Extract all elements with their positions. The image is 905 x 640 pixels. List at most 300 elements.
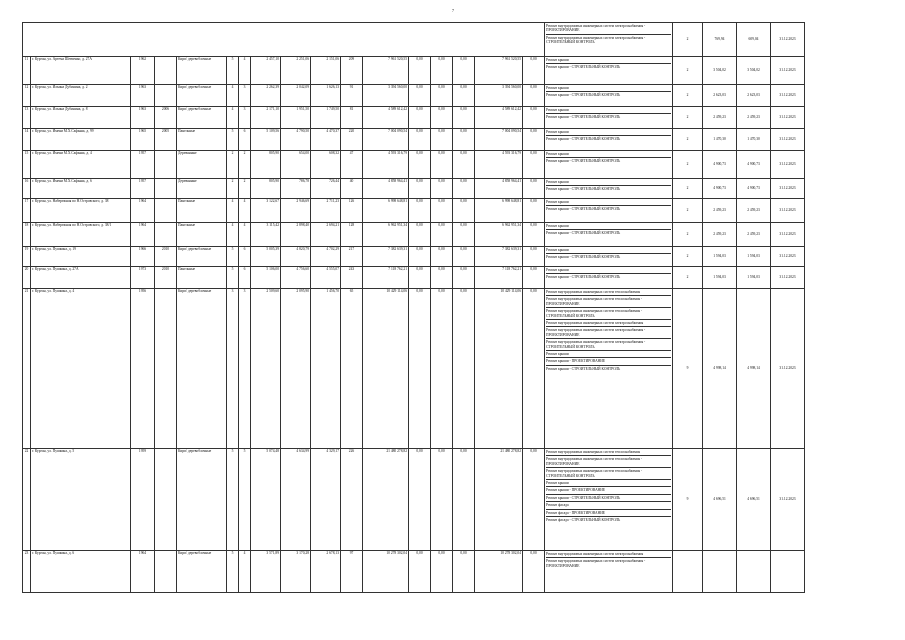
year-repair bbox=[155, 449, 177, 551]
row-number: 21 bbox=[23, 289, 31, 449]
fund-local: 0,00 bbox=[453, 247, 475, 267]
fund-owners: 21 480 278,82 bbox=[475, 449, 523, 551]
entrances: 6 bbox=[239, 267, 251, 289]
cost-per-m2: 4 998,14 bbox=[703, 289, 737, 449]
fund-other: 0,00 bbox=[523, 289, 545, 449]
year-built: 1964 bbox=[131, 551, 155, 593]
deadline: 31.12.2023 bbox=[771, 107, 805, 129]
table-row-top bbox=[23, 23, 805, 57]
work-item: Ремонт крыши - СТРОИТЕЛЬНЫЙ КОНТРОЛЬ bbox=[546, 65, 621, 70]
address: г. Курган, ул. Имени М.Х.Сафьяна, д. 99 bbox=[31, 129, 131, 151]
table-row bbox=[23, 85, 805, 107]
fund-owners: 4 593 316,79 bbox=[475, 151, 523, 179]
work-item: Ремонт крыши - СТРОИТЕЛЬНЫЙ КОНТРОЛЬ bbox=[546, 187, 621, 192]
work-item: Ремонт внутридомовых инженерных систем теплоснабжения bbox=[546, 449, 671, 456]
max-cost: 2 459,23 bbox=[737, 199, 771, 223]
fund-federal: 0,00 bbox=[409, 129, 431, 151]
area-total: 5 109,56 bbox=[251, 129, 281, 151]
deadline: 31.12.2023 bbox=[771, 179, 805, 199]
floors: 5 bbox=[227, 267, 239, 289]
entrances: 6 bbox=[239, 129, 251, 151]
year-built: 1956 bbox=[131, 289, 155, 449]
fund-owners: 7 961 520,55 bbox=[475, 57, 523, 85]
fund-local: 0,00 bbox=[453, 85, 475, 107]
work-item: Ремонт крыши - СТРОИТЕЛЬНЫЙ КОНТРОЛЬ bbox=[546, 137, 621, 142]
address: г. Курган, ул. Пушкина, д. 5 bbox=[31, 449, 131, 551]
deadline: 31.12.2023 bbox=[771, 267, 805, 289]
area-living-owned: 2 151,06 bbox=[311, 57, 341, 85]
area-total: 5 005,39 bbox=[251, 247, 281, 267]
work-item: Ремонт фасада - ПРОЕКТИРОВАНИЕ bbox=[546, 510, 671, 517]
fund-regional: 0,00 bbox=[431, 85, 453, 107]
work-list bbox=[545, 179, 673, 199]
table-row bbox=[23, 267, 805, 289]
cost-per-m2: 4 696,51 bbox=[703, 449, 737, 551]
max-cost: 4 998,14 bbox=[737, 289, 771, 449]
max-cost bbox=[737, 551, 771, 593]
cost-per-m2: 1 594,03 bbox=[703, 267, 737, 289]
area-total: 2 509,60 bbox=[251, 289, 281, 449]
work-item: Ремонт фасада bbox=[546, 502, 671, 509]
floors: 5 bbox=[227, 551, 239, 593]
num-works: 2 bbox=[673, 129, 703, 151]
work-item: Ремонт внутридомовых инженерных систем электроснабжения - ПРОЕКТИРОВАНИЕ bbox=[546, 23, 671, 35]
row-number: 18 bbox=[23, 223, 31, 247]
fund-regional: 0,00 bbox=[431, 129, 453, 151]
wall-material: Панельные bbox=[177, 223, 227, 247]
floors: 4 bbox=[227, 107, 239, 129]
residents: 47 bbox=[341, 151, 363, 179]
fund-federal: 0,00 bbox=[409, 247, 431, 267]
year-built: 1965 bbox=[131, 129, 155, 151]
fund-regional: 0,00 bbox=[431, 107, 453, 129]
year-repair bbox=[155, 179, 177, 199]
work-item: Ремонт внутридомовых инженерных систем теплоснабжения - СТРОИТЕЛЬНЫЙ КОНТРОЛЬ bbox=[546, 468, 671, 480]
wall-material: Кирп/ деревоблочные bbox=[177, 85, 227, 107]
fund-other: 0,00 bbox=[523, 151, 545, 179]
row-number: 17 bbox=[23, 199, 31, 223]
deadline: 31.12.2023 bbox=[771, 247, 805, 267]
work-item: Ремонт фасада - СТРОИТЕЛЬНЫЙ КОНТРОЛЬ bbox=[546, 518, 621, 523]
fund-federal: 0,00 bbox=[409, 151, 431, 179]
work-item: Ремонт крыши bbox=[546, 179, 671, 186]
floors: 5 bbox=[227, 449, 239, 551]
entrances: 2 bbox=[239, 179, 251, 199]
area-living-owned: 608,32 bbox=[311, 151, 341, 179]
work-item: Ремонт крыши bbox=[546, 247, 671, 254]
fund-local: 0,00 bbox=[453, 57, 475, 85]
work-list bbox=[545, 247, 673, 267]
cost-total: 10 278 302,04 bbox=[363, 551, 409, 593]
work-item: Ремонт крыши - СТРОИТЕЛЬНЫЙ КОНТРОЛЬ bbox=[546, 159, 621, 164]
work-item: Ремонт крыши - СТРОИТЕЛЬНЫЙ КОНТРОЛЬ bbox=[546, 495, 671, 502]
area-living: 786,78 bbox=[281, 179, 311, 199]
fund-regional: 0,00 bbox=[431, 179, 453, 199]
work-item: Ремонт крыши - ПРОЕКТИРОВАНИЕ bbox=[546, 487, 671, 494]
cost-total: 4 589 612,42 bbox=[363, 107, 409, 129]
fund-owners: 7 382 639,31 bbox=[475, 247, 523, 267]
work-item: Ремонт внутридомовых инженерных систем теплоснабжения - ПРОЕКТИРОВАНИЕ bbox=[546, 456, 671, 468]
fund-regional: 0,00 bbox=[431, 289, 453, 449]
fund-local: 0,00 bbox=[453, 107, 475, 129]
fund-regional: 0,00 bbox=[431, 247, 453, 267]
residents: 126 bbox=[341, 199, 363, 223]
work-item: Ремонт внутридомовых инженерных систем электроснабжения - ПРОЕКТИРОВАНИЕ bbox=[546, 559, 646, 568]
deadline: 31.12.2023 bbox=[771, 223, 805, 247]
cost-per-m2: 2 459,23 bbox=[703, 107, 737, 129]
cost-per-m2: 2 459,23 bbox=[703, 199, 737, 223]
work-item: Ремонт внутридомовых инженерных систем теплоснабжения - СТРОИТЕЛЬНЫЙ КОНТРОЛЬ bbox=[546, 308, 671, 320]
work-item: Ремонт крыши bbox=[546, 480, 671, 487]
num-works bbox=[673, 551, 703, 593]
year-built: 1973 bbox=[131, 267, 155, 289]
entrances: 4 bbox=[239, 551, 251, 593]
cost-total: 7 118 762,21 bbox=[363, 267, 409, 289]
row-number: 20 bbox=[23, 267, 31, 289]
work-list bbox=[545, 85, 673, 107]
fund-regional: 0,00 bbox=[431, 267, 453, 289]
max-cost: 4 900,73 bbox=[737, 179, 771, 199]
fund-other: 0,00 bbox=[523, 247, 545, 267]
fund-federal: 0,00 bbox=[409, 179, 431, 199]
work-list bbox=[545, 449, 673, 551]
year-built: 1957 bbox=[131, 151, 155, 179]
area-living-owned: 1 626,13 bbox=[311, 85, 341, 107]
cost-per-m2: 4 900,73 bbox=[703, 151, 737, 179]
max-cost: 4 696,51 bbox=[737, 449, 771, 551]
area-living: 4 756,60 bbox=[281, 267, 311, 289]
table-row bbox=[23, 151, 805, 179]
work-item: Ремонт крыши - СТРОИТЕЛЬНЫЙ КОНТРОЛЬ bbox=[546, 231, 621, 236]
wall-material: Кирп/ деревоблочные bbox=[177, 449, 227, 551]
table-row bbox=[23, 289, 805, 449]
work-item: Ремонт внутридомовых инженерных систем электроснабжения - СТРОИТЕЛЬНЫЙ КОНТРОЛЬ bbox=[546, 35, 646, 45]
work-item: Ремонт внутридомовых инженерных систем теплоснабжения bbox=[546, 289, 671, 296]
fund-other: 0,00 bbox=[523, 85, 545, 107]
row-number: 11 bbox=[23, 57, 31, 85]
fund-owners: 7 118 762,21 bbox=[475, 267, 523, 289]
work-item: Ремонт крыши - СТРОИТЕЛЬНЫЙ КОНТРОЛЬ bbox=[546, 275, 621, 280]
work-list bbox=[545, 129, 673, 151]
area-total: 2 171,10 bbox=[251, 107, 281, 129]
max-cost: 1 594,03 bbox=[737, 267, 771, 289]
num-works: 2 bbox=[673, 23, 703, 57]
area-living: 1 951,50 bbox=[281, 107, 311, 129]
year-repair bbox=[155, 57, 177, 85]
residents: 220 bbox=[341, 129, 363, 151]
fund-other: 0,00 bbox=[523, 199, 545, 223]
wall-material: Кирп/ деревоблочные bbox=[177, 57, 227, 85]
work-item: Ремонт внутридомовых инженерных систем электроснабжения - СТРОИТЕЛЬНЫЙ КОНТРОЛЬ bbox=[546, 339, 671, 351]
area-living-owned: 726,44 bbox=[311, 179, 341, 199]
cost-per-m2: 769,94 bbox=[703, 23, 737, 57]
cost-per-m2: 1 470,30 bbox=[703, 129, 737, 151]
max-cost: 3 504,02 bbox=[737, 57, 771, 85]
entrances: 4 bbox=[239, 199, 251, 223]
fund-local: 0,00 bbox=[453, 551, 475, 593]
fund-federal: 0,00 bbox=[409, 551, 431, 593]
work-item: Ремонт внутридомовых инженерных систем электроснабжения bbox=[546, 320, 671, 327]
deadline: 31.12.2023 bbox=[771, 129, 805, 151]
year-built: 1963 bbox=[131, 107, 155, 129]
work-item: Ремонт крыши - ПРОЕКТИРОВАНИЕ bbox=[546, 358, 671, 365]
work-item: Ремонт крыши bbox=[546, 107, 671, 114]
entrances: 5 bbox=[239, 449, 251, 551]
area-living-owned: 1 749,50 bbox=[311, 107, 341, 129]
address: г. Курган, ул. Пушкина, д. 6 bbox=[31, 551, 131, 593]
work-item: Ремонт внутридомовых инженерных систем электроснабжения bbox=[546, 551, 671, 558]
deadline: 31.12.2023 bbox=[771, 289, 805, 449]
area-total: 3 115,42 bbox=[251, 223, 281, 247]
max-cost: 1 470,30 bbox=[737, 129, 771, 151]
work-item: Ремонт крыши - СТРОИТЕЛЬНЫЙ КОНТРОЛЬ bbox=[546, 255, 621, 260]
work-item: Ремонт крыши bbox=[546, 199, 671, 206]
row-number: 19 bbox=[23, 247, 31, 267]
area-total: 3 571,89 bbox=[251, 551, 281, 593]
area-total: 2 262,39 bbox=[251, 85, 281, 107]
address: г. Курган, ул. Пушкина, д. 4 bbox=[31, 289, 131, 449]
num-works: 2 bbox=[673, 151, 703, 179]
work-item: Ремонт внутридомовых инженерных систем электроснабжения - ПРОЕКТИРОВАНИЕ bbox=[546, 327, 671, 339]
cost-per-m2: 2 459,23 bbox=[703, 223, 737, 247]
fund-federal: 0,00 bbox=[409, 223, 431, 247]
num-works: 2 bbox=[673, 223, 703, 247]
fund-local: 0,00 bbox=[453, 151, 475, 179]
year-repair bbox=[155, 199, 177, 223]
wall-material: Панельные bbox=[177, 199, 227, 223]
work-item: Ремонт крыши bbox=[546, 129, 671, 136]
num-works: 9 bbox=[673, 449, 703, 551]
max-cost: 2 459,23 bbox=[737, 223, 771, 247]
address: г. Курган, ул. Набережная по Н.Островского, д. 38 bbox=[31, 199, 131, 223]
area-living-owned: 2 678,13 bbox=[311, 551, 341, 593]
work-item: Ремонт крыши - СТРОИТЕЛЬНЫЙ КОНТРОЛЬ bbox=[546, 366, 621, 371]
area-living-owned: 2 694,21 bbox=[311, 223, 341, 247]
row-number: 14 bbox=[23, 129, 31, 151]
num-works: 2 bbox=[673, 247, 703, 267]
work-list bbox=[545, 57, 673, 85]
work-list bbox=[545, 223, 673, 247]
wall-material: Панельные bbox=[177, 129, 227, 151]
work-list bbox=[545, 199, 673, 223]
table-row bbox=[23, 247, 805, 267]
area-total: 5 106,00 bbox=[251, 267, 281, 289]
num-works: 2 bbox=[673, 57, 703, 85]
cost-total: 21 480 278,82 bbox=[363, 449, 409, 551]
deadline: 31.12.2023 bbox=[771, 57, 805, 85]
max-cost: 2 459,23 bbox=[737, 107, 771, 129]
area-living: 2 946,69 bbox=[281, 199, 311, 223]
row-number: 12 bbox=[23, 85, 31, 107]
fund-local: 0,00 bbox=[453, 267, 475, 289]
num-works: 2 bbox=[673, 107, 703, 129]
work-item: Ремонт крыши - СТРОИТЕЛЬНЫЙ КОНТРОЛЬ bbox=[546, 93, 621, 98]
fund-owners: 6 998 648,81 bbox=[475, 199, 523, 223]
area-living-owned: 2 711,23 bbox=[311, 199, 341, 223]
area-living-owned: 4 470,37 bbox=[311, 129, 341, 151]
work-item: Ремонт внутридомовых инженерных систем теплоснабжения - ПРОЕКТИРОВАНИЕ bbox=[546, 296, 671, 308]
work-list bbox=[545, 267, 673, 289]
year-built: 1964 bbox=[131, 223, 155, 247]
address: г. Курган, ул. Пушкина, д. 19 bbox=[31, 247, 131, 267]
work-item: Ремонт крыши - СТРОИТЕЛЬНЫЙ КОНТРОЛЬ bbox=[546, 207, 621, 212]
area-living: 2 251,06 bbox=[281, 57, 311, 85]
work-list bbox=[545, 23, 673, 57]
area-living: 4 790,50 bbox=[281, 129, 311, 151]
fund-owners: 4 858 964,41 bbox=[475, 179, 523, 199]
floors: 5 bbox=[227, 247, 239, 267]
entrances: 4 bbox=[239, 57, 251, 85]
fund-federal: 0,00 bbox=[409, 267, 431, 289]
residents: 243 bbox=[341, 267, 363, 289]
fund-local: 0,00 bbox=[453, 179, 475, 199]
register-table bbox=[22, 22, 805, 593]
year-repair bbox=[155, 151, 177, 179]
wall-material: Панельные bbox=[177, 267, 227, 289]
cost-total: 7 382 639,31 bbox=[363, 247, 409, 267]
wall-material: Кирп/ деревоблочные bbox=[177, 247, 227, 267]
deadline: 31.12.2023 bbox=[771, 199, 805, 223]
area-living-owned: 4 555,07 bbox=[311, 267, 341, 289]
fund-local: 0,00 bbox=[453, 289, 475, 449]
wall-material: Кирп/ деревоблочные bbox=[177, 107, 227, 129]
year-built: 1966 bbox=[131, 247, 155, 267]
wall-material: Деревянные bbox=[177, 179, 227, 199]
cost-per-m2: 2 623,03 bbox=[703, 85, 737, 107]
residents: 97 bbox=[341, 551, 363, 593]
num-works: 2 bbox=[673, 179, 703, 199]
row-number: 23 bbox=[23, 551, 31, 593]
deadline: 31.12.2023 bbox=[771, 85, 805, 107]
cost-total: 7 961 520,55 bbox=[363, 57, 409, 85]
entrances: 2 bbox=[239, 151, 251, 179]
table-row bbox=[23, 449, 805, 551]
floors: 2 bbox=[227, 151, 239, 179]
fund-other: 0,00 bbox=[523, 129, 545, 151]
area-total: 5 074,48 bbox=[251, 449, 281, 551]
area-living: 2 095,90 bbox=[281, 289, 311, 449]
max-cost: 1 594,03 bbox=[737, 247, 771, 267]
address: г. Курган, ул. Артема Шевченко, д. 27А bbox=[31, 57, 131, 85]
floors: 2 bbox=[227, 179, 239, 199]
year-repair bbox=[155, 289, 177, 449]
fund-federal: 0,00 bbox=[409, 289, 431, 449]
residents: 91 bbox=[341, 85, 363, 107]
fund-regional: 0,00 bbox=[431, 449, 453, 551]
fund-regional: 0,00 bbox=[431, 57, 453, 85]
area-total: 2 457,10 bbox=[251, 57, 281, 85]
fund-owners: 7 004 090,54 bbox=[475, 129, 523, 151]
work-list bbox=[545, 151, 673, 179]
address: г. Курган, ул. Пушкина, д. 27А bbox=[31, 267, 131, 289]
residents: 65 bbox=[341, 289, 363, 449]
cost-per-m2 bbox=[703, 551, 737, 593]
area-living: 654,00 bbox=[281, 151, 311, 179]
fund-other: 0,00 bbox=[523, 179, 545, 199]
deadline bbox=[771, 551, 805, 593]
fund-regional: 0,00 bbox=[431, 223, 453, 247]
fund-local: 0,00 bbox=[453, 223, 475, 247]
residents: 40 bbox=[341, 179, 363, 199]
address: г. Курган, ул. Имени М.Х.Сафьяна, д. 6 bbox=[31, 179, 131, 199]
floors: 5 bbox=[227, 129, 239, 151]
address: г. Курган, ул. Имени М.Х.Сафьяна, д. 4 bbox=[31, 151, 131, 179]
row-number: 16 bbox=[23, 179, 31, 199]
work-item: Ремонт крыши bbox=[546, 267, 671, 274]
cost-total: 6 998 648,81 bbox=[363, 199, 409, 223]
year-repair bbox=[155, 85, 177, 107]
work-item: Ремонт крыши bbox=[546, 57, 671, 64]
table-row bbox=[23, 179, 805, 199]
year-built: 1963 bbox=[131, 85, 155, 107]
year-repair: 2010 bbox=[155, 267, 177, 289]
table-row bbox=[23, 199, 805, 223]
area-total: 805,90 bbox=[251, 151, 281, 179]
wall-material: Деревянные bbox=[177, 151, 227, 179]
fund-other: 0,00 bbox=[523, 551, 545, 593]
fund-other: 0,00 bbox=[523, 267, 545, 289]
area-total: 805,90 bbox=[251, 179, 281, 199]
work-item: Ремонт крыши bbox=[546, 85, 671, 92]
area-living: 4 634,99 bbox=[281, 449, 311, 551]
table-row bbox=[23, 129, 805, 151]
entrances: 6 bbox=[239, 247, 251, 267]
table-row bbox=[23, 107, 805, 129]
floors: 3 bbox=[227, 289, 239, 449]
fund-local: 0,00 bbox=[453, 449, 475, 551]
floors: 4 bbox=[227, 223, 239, 247]
entrances: 3 bbox=[239, 289, 251, 449]
area-living-owned: 4 702,29 bbox=[311, 247, 341, 267]
wall-material: Кирп/ деревоблочные bbox=[177, 289, 227, 449]
work-list bbox=[545, 551, 673, 593]
entrances: 4 bbox=[239, 223, 251, 247]
address: г. Курган, ул. Набережная по Н.Островского, д. 38/1 bbox=[31, 223, 131, 247]
fund-other: 0,00 bbox=[523, 449, 545, 551]
fund-federal: 0,00 bbox=[409, 57, 431, 85]
residents: 81 bbox=[341, 107, 363, 129]
area-living: 3 170,28 bbox=[281, 551, 311, 593]
fund-other: 0,00 bbox=[523, 57, 545, 85]
fund-regional: 0,00 bbox=[431, 551, 453, 593]
cost-total: 7 004 090,54 bbox=[363, 129, 409, 151]
year-repair: 2006 bbox=[155, 107, 177, 129]
fund-owners: 3 394 560,00 bbox=[475, 85, 523, 107]
year-built: 1964 bbox=[131, 199, 155, 223]
address: г. Курган, ул. Ильина Дубинина, д. 2 bbox=[31, 85, 131, 107]
area-living-owned: 1 456,70 bbox=[311, 289, 341, 449]
year-repair: 2005 bbox=[155, 129, 177, 151]
area-living: 2 042,09 bbox=[281, 85, 311, 107]
deadline: 31.12.2023 bbox=[771, 449, 805, 551]
fund-regional: 0,00 bbox=[431, 151, 453, 179]
year-built: 1962 bbox=[131, 57, 155, 85]
floors: 4 bbox=[227, 199, 239, 223]
year-built: 1959 bbox=[131, 449, 155, 551]
fund-regional: 0,00 bbox=[431, 199, 453, 223]
num-works: 2 bbox=[673, 85, 703, 107]
residents: 209 bbox=[341, 57, 363, 85]
residents: 128 bbox=[341, 223, 363, 247]
page-number: 7 bbox=[452, 8, 454, 13]
num-works: 2 bbox=[673, 267, 703, 289]
fund-federal: 0,00 bbox=[409, 85, 431, 107]
num-works: 9 bbox=[673, 289, 703, 449]
max-cost: 4 900,73 bbox=[737, 151, 771, 179]
entrances: 3 bbox=[239, 85, 251, 107]
cost-total: 10 429 114,06 bbox=[363, 289, 409, 449]
area-living: 2 898,40 bbox=[281, 223, 311, 247]
